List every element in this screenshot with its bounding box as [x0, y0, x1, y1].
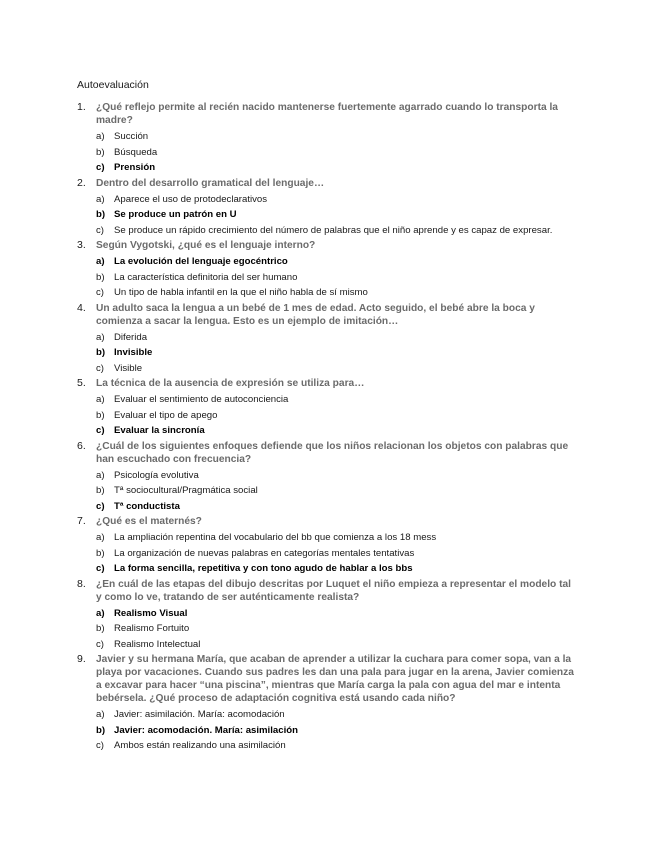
option-list: [96, 254, 577, 301]
option-letter: c): [96, 563, 105, 574]
option: [96, 546, 577, 562]
question-text: Un adulto saca la lengua a un bebé de 1 mes de edad. Acto seguido, el bebé abre la boca y comienza a sacar la lengua. Esto es un ejemplo de imitación…: [96, 302, 535, 327]
option-text: Ambos están realizando una asimilación: [114, 740, 286, 751]
option-letter: a): [96, 709, 105, 720]
option-text: Javier: acomodación. María: asimilación: [114, 724, 298, 736]
option-text: Evaluar el tipo de apego: [114, 409, 218, 421]
option-correct: [96, 207, 577, 223]
option-letter: b): [96, 347, 106, 358]
question-8: [77, 578, 577, 653]
option-correct: [96, 561, 577, 577]
option-correct: [96, 423, 577, 439]
question-number: 7.: [77, 515, 86, 527]
option: [96, 129, 577, 145]
option-text: Succión: [114, 131, 149, 142]
option-letter: b): [96, 623, 105, 634]
option: [96, 392, 577, 408]
option: [96, 738, 577, 754]
question-text: Dentro del desarrollo gramatical del lenguaje…: [96, 177, 325, 189]
option-list: [96, 330, 577, 377]
question-number: 2.: [77, 176, 86, 189]
option-letter: a): [96, 469, 105, 481]
option: [96, 330, 577, 346]
option-letter: b): [96, 271, 105, 283]
option-letter: c): [96, 287, 104, 298]
option-letter: b): [96, 485, 105, 496]
question-number: 6.: [77, 439, 86, 452]
question-text: ¿Qué reflejo permite al recién nacido mantenerse fuertemente agarrado cuando lo transporta la madre?: [96, 102, 558, 126]
option-correct: [96, 160, 577, 176]
question-number: 9.: [77, 653, 86, 665]
option-letter: c): [96, 224, 104, 236]
question-3: [77, 239, 577, 301]
option-letter: b): [96, 146, 105, 158]
option-text: Se produce un patrón en U: [114, 209, 237, 220]
option-letter: c): [96, 500, 105, 512]
question-text: Javier y su hermana María, que acaban de aprender a utilizar la cuchara para comer sopa, van a la playa por vacaciones. Cuando sus padres les dan una pala para jugar en la arena, Javier comienza a excavar para hacer “una piscina”, mientras que María carga la pala con agua del mar e intenta bebérsela. ¿Qué proceso de adaptación cognitiva está usando cada niño?: [96, 654, 574, 704]
option-text: Prensión: [114, 162, 156, 173]
option: [96, 408, 577, 424]
option-text: Búsqueda: [114, 146, 158, 158]
option-text: Realismo Intelectual: [114, 638, 201, 650]
question-4: [77, 302, 577, 377]
option-text: La organización de nuevas palabras en categorías mentales tentativas: [114, 547, 415, 559]
option-list: [96, 468, 577, 515]
option-text: Invisible: [114, 347, 153, 358]
question-6: [77, 440, 577, 515]
question-number: 8.: [77, 577, 86, 590]
option-correct: [96, 499, 577, 515]
question-text: La técnica de la ausencia de expresión se utiliza para…: [96, 378, 365, 389]
question-1: [77, 101, 577, 176]
option: [96, 707, 577, 723]
option: [96, 192, 577, 208]
question-text: Según Vygotski, ¿qué es el lenguaje interno?: [96, 240, 316, 251]
page-title: Autoevaluación: [77, 79, 149, 91]
option-text: Tª conductista: [114, 500, 180, 512]
option-text: Javier: asimilación. María: acomodación: [114, 709, 285, 720]
option-list: [96, 530, 577, 577]
option-letter: b): [96, 409, 105, 421]
option-text: Realismo Fortuito: [114, 623, 190, 634]
option-list: [96, 606, 577, 653]
option-text: Psicología evolutiva: [114, 469, 199, 481]
option-text: Aparece el uso de protodeclarativos: [114, 193, 268, 205]
option-text: La evolución del lenguaje egocéntrico: [114, 256, 288, 267]
option-text: La característica definitoria del ser humano: [114, 271, 298, 283]
question-text: ¿Qué es el maternés?: [96, 516, 202, 527]
option-text: Se produce un rápido crecimiento del número de palabras que el niño aprende y es capaz de expresar.: [114, 224, 553, 236]
option-text: Realismo Visual: [114, 607, 188, 619]
option-text: Diferida: [114, 331, 148, 343]
option-letter: a): [96, 256, 105, 267]
option-text: La ampliación repentina del vocabulario del bb que comienza a los 18 mess: [114, 532, 437, 543]
option-correct: [96, 723, 577, 739]
option-text: Un tipo de habla infantil en la que el niño habla de sí mismo: [114, 287, 368, 298]
option: [96, 361, 577, 377]
option-letter: b): [96, 547, 105, 559]
question-2: [77, 177, 577, 239]
option-list: [96, 129, 577, 176]
question-list: [77, 101, 577, 755]
option: [96, 145, 577, 161]
option-letter: b): [96, 724, 106, 736]
question-text: ¿En cuál de las etapas del dibujo descritas por Luquet el niño empieza a representar el modelo tal y como lo ve, tratando de ser auténticamente realista?: [96, 578, 571, 603]
option-letter: a): [96, 131, 105, 142]
option-text: La forma sencilla, repetitiva y con tono agudo de hablar a los bbs: [114, 563, 413, 574]
option-correct: [96, 345, 577, 361]
question-7: [77, 515, 577, 577]
option: [96, 468, 577, 484]
option-list: [96, 392, 577, 439]
option-letter: a): [96, 193, 105, 205]
option-text: Tª sociocultural/Pragmática social: [114, 485, 258, 496]
option-correct: [96, 606, 577, 622]
option-letter: c): [96, 425, 105, 436]
question-number: 4.: [77, 301, 86, 314]
option: [96, 483, 577, 499]
option: [96, 223, 577, 239]
option: [96, 621, 577, 637]
option-text: Visible: [114, 362, 143, 374]
option: [96, 530, 577, 546]
option-text: Evaluar la sincronía: [114, 425, 205, 436]
option-list: [96, 192, 577, 239]
question-number: 3.: [77, 239, 86, 251]
option-letter: c): [96, 362, 104, 374]
option-text: Evaluar el sentimiento de autoconciencia: [114, 394, 289, 405]
option: [96, 285, 577, 301]
option: [96, 270, 577, 286]
option-letter: c): [96, 162, 105, 173]
question-number: 1.: [77, 101, 86, 113]
option: [96, 637, 577, 653]
option-letter: a): [96, 394, 105, 405]
question-text: ¿Cuál de los siguientes enfoques defiende que los niños relacionan los objetos con palabras que han escuchado con frecuencia?: [96, 440, 569, 465]
option-list: [96, 707, 577, 754]
option-letter: c): [96, 638, 104, 650]
option-letter: a): [96, 331, 105, 343]
question-9: [77, 653, 577, 754]
option-letter: a): [96, 607, 105, 619]
question-5: [77, 377, 577, 439]
option-letter: b): [96, 209, 106, 220]
option-letter: a): [96, 532, 105, 543]
question-number: 5.: [77, 377, 86, 389]
option-letter: c): [96, 740, 104, 751]
option-correct: [96, 254, 577, 270]
